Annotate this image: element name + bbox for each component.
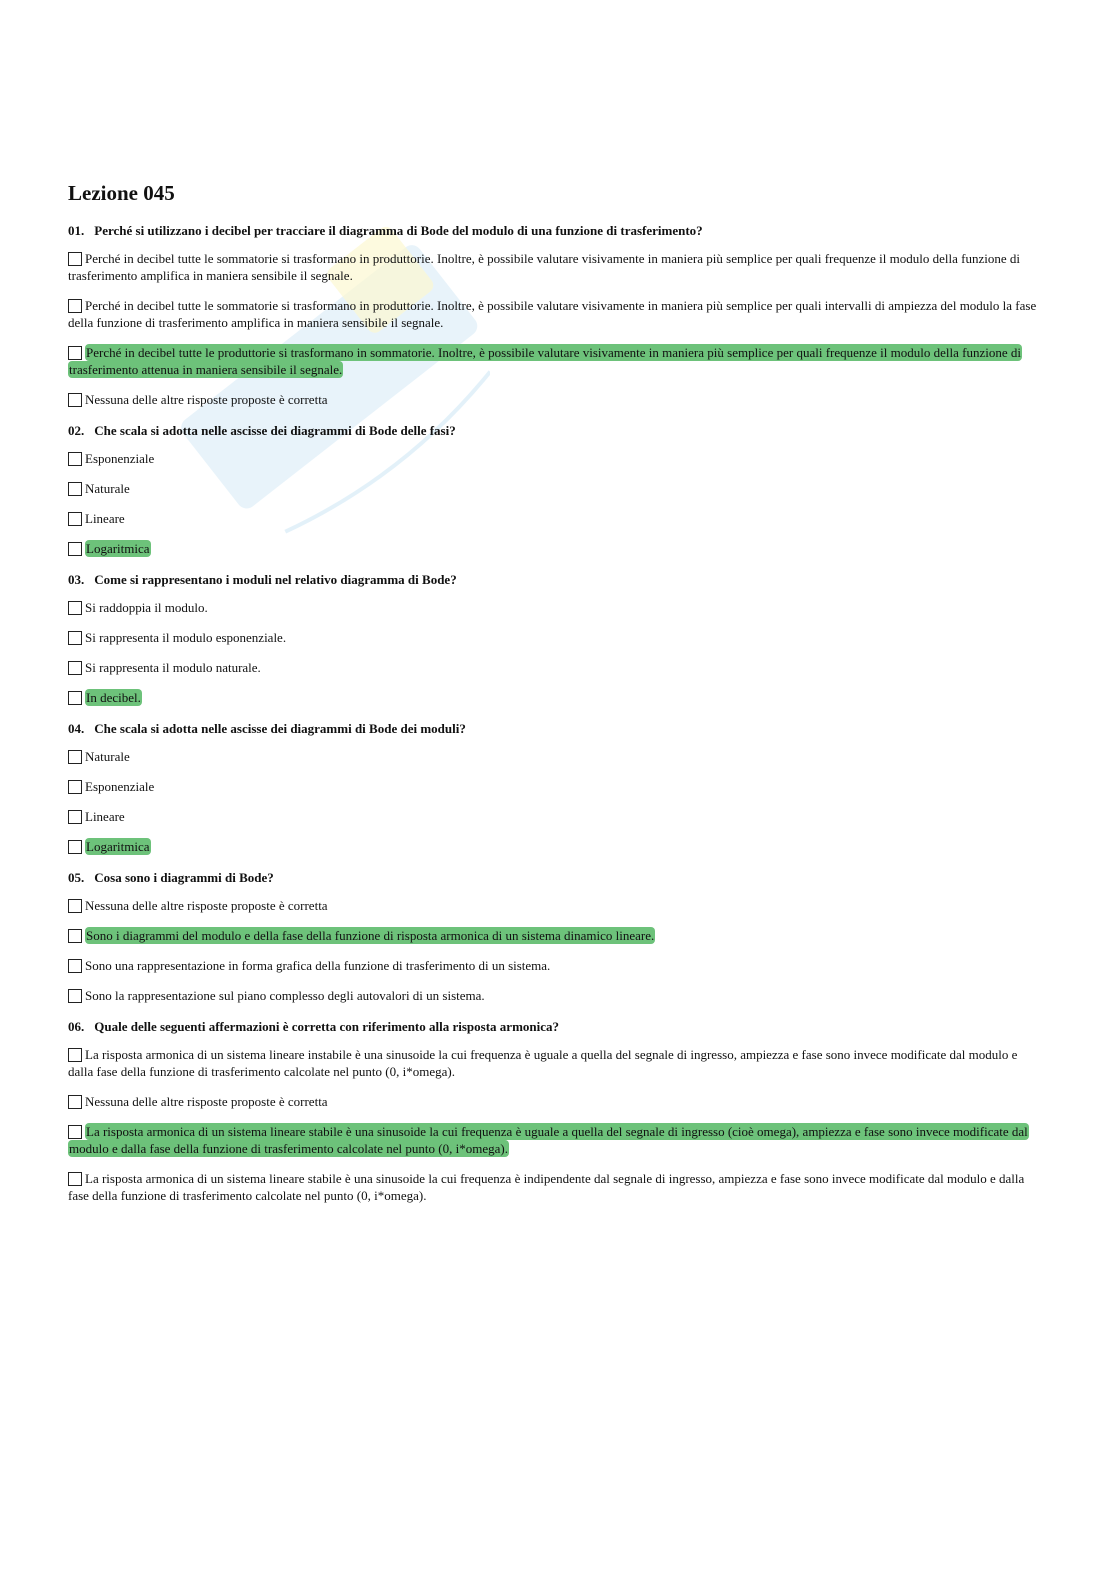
correct-answer-text: Sono i diagrammi del modulo e della fase della funzione di risposta armonica di un sistema dinamico lineare. <box>86 928 655 943</box>
answer-option <box>68 778 1040 795</box>
question-title <box>68 1018 1040 1036</box>
answer-option <box>68 510 1040 527</box>
answer-text: Lineare <box>85 511 125 526</box>
checkbox[interactable] <box>68 929 82 943</box>
answer-text: Lineare <box>85 809 125 824</box>
question-block <box>68 222 1040 408</box>
question-number: 01. <box>68 223 85 238</box>
answer-option <box>68 599 1040 616</box>
checkbox[interactable] <box>68 840 82 854</box>
question-block <box>68 869 1040 1004</box>
answer-option <box>68 1093 1040 1110</box>
answer-option <box>68 450 1040 467</box>
answer-option <box>68 838 1040 855</box>
checkbox[interactable] <box>68 452 82 466</box>
answer-option <box>68 1123 1040 1157</box>
answer-option <box>68 689 1040 706</box>
question-number: 04. <box>68 721 85 736</box>
checkbox[interactable] <box>68 1095 82 1109</box>
checkbox[interactable] <box>68 601 82 615</box>
answer-text: Nessuna delle altre risposte proposte è corretta <box>85 1094 328 1109</box>
correct-answer-text: Logaritmica <box>86 839 150 854</box>
answer-text: Perché in decibel tutte le sommatorie si trasformano in produttorie. Inoltre, è possibile valutare visivamente in maniera più semplice per quali frequenze il modulo della funzione di trasferimento amplifica in maniera sensibile il segnale. <box>68 251 1020 283</box>
answer-text: Si rappresenta il modulo esponenziale. <box>85 630 287 645</box>
answer-option <box>68 659 1040 676</box>
answer-option <box>68 957 1040 974</box>
checkbox[interactable] <box>68 393 82 407</box>
question-title <box>68 720 1040 738</box>
correct-answer-text: La risposta armonica di un sistema lineare stabile è una sinusoide la cui frequenza è uguale a quella del segnale di ingresso (cioè omega), ampiezza e fase sono invece modificate dal modulo e dalla fase della funzione di trasferimento calcolate nel punto (0, i*omega). <box>69 1124 1028 1156</box>
question-title <box>68 222 1040 240</box>
checkbox[interactable] <box>68 542 82 556</box>
answer-option <box>68 480 1040 497</box>
checkbox[interactable] <box>68 1172 82 1186</box>
checkbox[interactable] <box>68 750 82 764</box>
answer-option <box>68 808 1040 825</box>
question-text: Quale delle seguenti affermazioni è corretta con riferimento alla risposta armonica? <box>94 1019 560 1034</box>
answer-text: La risposta armonica di un sistema lineare stabile è una sinusoide la cui frequenza è indipendente dal segnale di ingresso, ampiezza e fase sono invece modificate dal modulo e dalla fase della funzione di trasferimento calcolate nel punto (0, i*omega). <box>68 1171 1025 1203</box>
answer-option <box>68 629 1040 646</box>
checkbox[interactable] <box>68 1125 82 1139</box>
question-block <box>68 720 1040 855</box>
checkbox[interactable] <box>68 780 82 794</box>
answer-text: Sono la rappresentazione sul piano complesso degli autovalori di un sistema. <box>85 988 485 1003</box>
question-title <box>68 571 1040 589</box>
checkbox[interactable] <box>68 299 82 313</box>
answer-text: Esponenziale <box>85 779 155 794</box>
checkbox[interactable] <box>68 1048 82 1062</box>
question-text: Come si rappresentano i moduli nel relativo diagramma di Bode? <box>94 572 457 587</box>
checkbox[interactable] <box>68 661 82 675</box>
question-list <box>68 222 1040 1204</box>
question-number: 03. <box>68 572 85 587</box>
answer-option <box>68 540 1040 557</box>
answer-text: Esponenziale <box>85 451 155 466</box>
checkbox[interactable] <box>68 691 82 705</box>
answer-option <box>68 391 1040 408</box>
answer-text: Perché in decibel tutte le sommatorie si trasformano in produttorie. Inoltre, è possibile valutare visivamente in maniera più semplice per quali intervalli di ampiezza del modulo la fase della funzione di trasferimento amplifica in maniera sensibile il segnale. <box>68 298 1037 330</box>
answer-option <box>68 897 1040 914</box>
answer-option <box>68 250 1040 284</box>
question-title <box>68 869 1040 887</box>
checkbox[interactable] <box>68 631 82 645</box>
checkbox[interactable] <box>68 899 82 913</box>
lesson-title: Lezione 045 <box>68 181 175 205</box>
answer-option <box>68 927 1040 944</box>
answer-text: Sono una rappresentazione in forma grafica della funzione di trasferimento di un sistema. <box>85 958 551 973</box>
checkbox[interactable] <box>68 252 82 266</box>
correct-answer-text: Perché in decibel tutte le produttorie si trasformano in sommatorie. Inoltre, è possibile valutare visivamente in maniera più semplice per quali frequenze il modulo della funzione di trasferimento attenua in maniera sensibile il segnale. <box>69 345 1021 377</box>
answer-text: Naturale <box>85 749 130 764</box>
checkbox[interactable] <box>68 512 82 526</box>
question-block <box>68 1018 1040 1204</box>
answer-text: Si rappresenta il modulo naturale. <box>85 660 261 675</box>
answer-option <box>68 987 1040 1004</box>
answer-text: Nessuna delle altre risposte proposte è corretta <box>85 392 328 407</box>
checkbox[interactable] <box>68 346 82 360</box>
answer-text: Nessuna delle altre risposte proposte è corretta <box>85 898 328 913</box>
question-text: Che scala si adotta nelle ascisse dei diagrammi di Bode dei moduli? <box>94 721 466 736</box>
question-text: Perché si utilizzano i decibel per tracciare il diagramma di Bode del modulo di una funzione di trasferimento? <box>94 223 703 238</box>
question-text: Che scala si adotta nelle ascisse dei diagrammi di Bode delle fasi? <box>94 423 456 438</box>
document-body <box>68 180 1040 1218</box>
correct-answer-text: Logaritmica <box>86 541 150 556</box>
answer-option <box>68 344 1040 378</box>
question-block <box>68 571 1040 706</box>
answer-option <box>68 748 1040 765</box>
question-number: 06. <box>68 1019 85 1034</box>
question-title <box>68 422 1040 440</box>
answer-option <box>68 1170 1040 1204</box>
checkbox[interactable] <box>68 482 82 496</box>
checkbox[interactable] <box>68 810 82 824</box>
question-text: Cosa sono i diagrammi di Bode? <box>94 870 274 885</box>
question-number: 02. <box>68 423 85 438</box>
question-block <box>68 422 1040 557</box>
answer-option <box>68 297 1040 331</box>
correct-answer-text: In decibel. <box>86 690 141 705</box>
answer-option <box>68 1046 1040 1080</box>
answer-text: La risposta armonica di un sistema lineare instabile è una sinusoide la cui frequenza è uguale a quella del segnale di ingresso, ampiezza e fase sono invece modificate dal modulo e dalla fase della funzione di trasferimento calcolate nel punto (0, i*omega). <box>68 1047 1018 1079</box>
answer-text: Si raddoppia il modulo. <box>85 600 208 615</box>
answer-text: Naturale <box>85 481 130 496</box>
checkbox[interactable] <box>68 989 82 1003</box>
question-number: 05. <box>68 870 85 885</box>
checkbox[interactable] <box>68 959 82 973</box>
